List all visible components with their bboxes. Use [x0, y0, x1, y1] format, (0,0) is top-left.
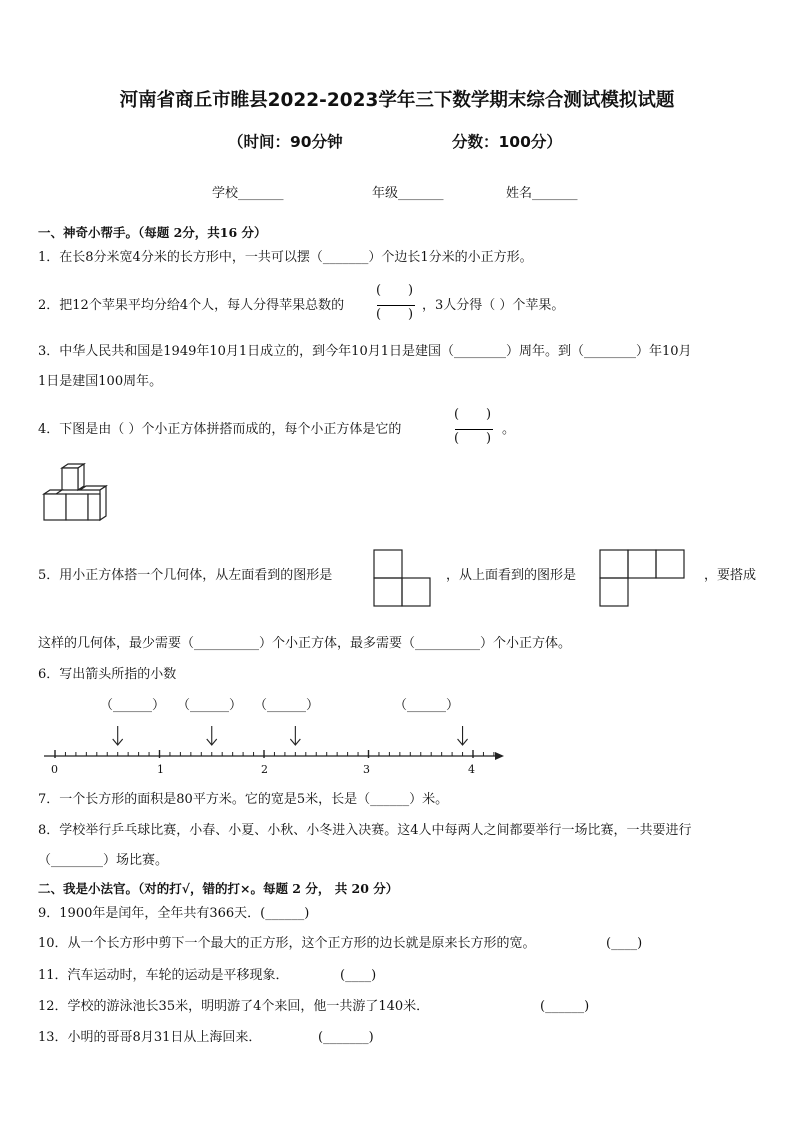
- tick-label-1: 1: [157, 763, 164, 776]
- paren-close: ): [408, 307, 414, 322]
- question-10: 10．从一个长方形中剪下一个最大的正方形，这个正方形的边长就是原来长方形的宽。: [38, 936, 536, 951]
- tick-label-4: 4: [468, 763, 475, 776]
- question-8-line1: 8．学校举行乒乓球比赛，小春、小夏、小秋、小冬进入决赛。这4人中每两人之间都要举行一场比赛，一共要进行: [38, 823, 692, 838]
- answer-blank-12[interactable]: (______): [540, 999, 590, 1014]
- paren-open: (: [454, 407, 460, 422]
- question-7: 7．一个长方形的面积是80平方米。它的宽是5米，长是（______）米。: [38, 792, 449, 807]
- question-3-line1: 3．中华人民共和国是1949年10月1日成立的，到今年10月1日是建国（________）周年。到（________）年10月: [38, 344, 692, 359]
- left-view-figure: [374, 550, 434, 608]
- paren-close: ): [408, 283, 414, 298]
- tick-label-3: 3: [363, 763, 370, 776]
- grade-field[interactable]: 年级_______: [372, 186, 444, 201]
- fraction-blank-q2[interactable]: [374, 283, 418, 329]
- paren-open: (: [376, 307, 382, 322]
- paren-open: (: [376, 283, 382, 298]
- paren-open: (: [454, 431, 460, 446]
- paren-close: ): [486, 407, 492, 422]
- question-2-part2: ，3人分得（ ）个苹果。: [422, 298, 565, 313]
- question-8-line2: （________）场比赛。: [38, 853, 169, 868]
- question-11: 11．汽车运动时，车轮的运动是平移现象．: [38, 968, 289, 983]
- axis-arrowhead: [495, 752, 504, 760]
- tick-label-2: 2: [261, 763, 268, 776]
- page-title: 河南省商丘市睢县2022-2023学年三下数学期末综合测试模拟试题: [119, 90, 675, 111]
- answer-blank-10[interactable]: (____): [606, 936, 643, 951]
- question-12: 12．学校的游泳池长35米，明明游了4个来回，他一共游了140米．: [38, 999, 430, 1014]
- answer-blank-13[interactable]: (_______): [318, 1030, 374, 1045]
- answer-blank-1[interactable]: （______）: [100, 698, 166, 713]
- answer-blank-11[interactable]: (____): [340, 968, 377, 983]
- section2-heading: 二、我是小法官。（对的打√，错的打×。每题 2 分， 共 20 分）: [38, 881, 399, 896]
- question-4-part1: 4．下图是由（ ）个小正方体拼搭而成的，每个小正方体是它的: [38, 422, 402, 437]
- name-field[interactable]: 姓名_______: [506, 186, 578, 201]
- question-1: 1．在长8分米宽4分米的长方形中，一共可以摆（_______）个边长1分米的小正方形。: [38, 250, 533, 265]
- exam-time: （时间：90分钟: [228, 133, 343, 151]
- answer-blank-4[interactable]: （______）: [394, 698, 460, 713]
- question-5-part2: ，从上面看到的图形是: [446, 568, 577, 583]
- question-6: 6．写出箭头所指的小数: [38, 667, 177, 682]
- question-5-line2: 这样的几何体，最少需要（__________）个小正方体，最多需要（__________）个小正方体。: [38, 636, 572, 651]
- top-view-figure: [599, 549, 689, 607]
- number-line: [0, 720, 794, 780]
- question-13: 13．小明的哥哥8月31日从上海回来．: [38, 1030, 262, 1045]
- paren-close: ): [486, 431, 492, 446]
- fraction-bar: [377, 305, 415, 306]
- fraction-bar: [455, 429, 493, 430]
- answer-blank-3[interactable]: （______）: [254, 698, 320, 713]
- school-field[interactable]: 学校_______: [212, 186, 284, 201]
- fraction-blank-q4[interactable]: [452, 407, 496, 453]
- question-5-part3: ，要搭成: [704, 568, 757, 583]
- answer-blank-2[interactable]: （______）: [177, 698, 243, 713]
- question-2-part1: 2．把12个苹果平均分给4个人，每人分得苹果总数的: [38, 298, 345, 313]
- tick-label-0: 0: [51, 763, 58, 776]
- question-4-part2: 。: [502, 422, 516, 437]
- question-3-line2: 1日是建国100周年。: [38, 374, 163, 389]
- exam-score: 分数：100分）: [452, 133, 562, 151]
- cube-figure: [42, 464, 108, 524]
- question-9: 9．1900年是闰年，全年共有366天．(______): [38, 906, 310, 921]
- section1-heading: 一、神奇小帮手。（每题 2分，共16 分）: [38, 225, 267, 240]
- question-5-part1: 5．用小正方体搭一个几何体，从左面看到的图形是: [38, 568, 333, 583]
